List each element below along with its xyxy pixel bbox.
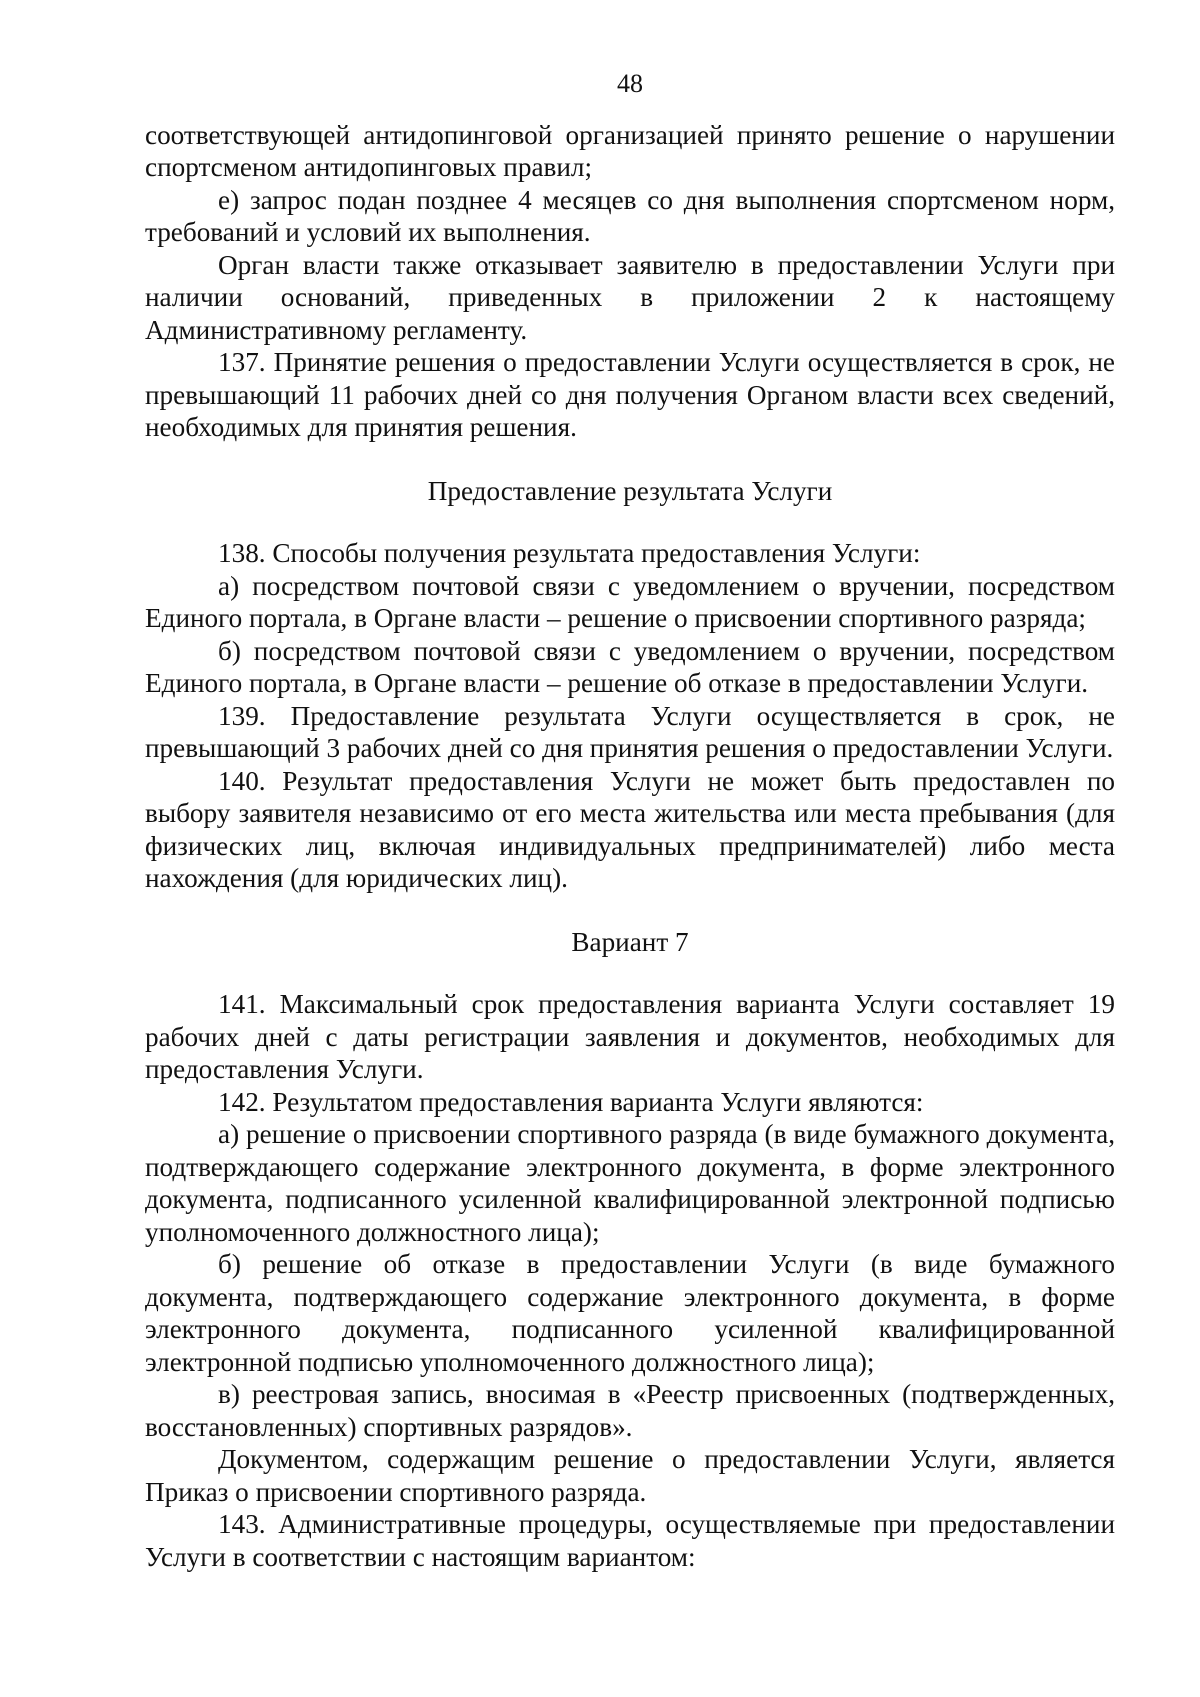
paragraph-142-a: а) решение о присвоении спортивного разряда (в виде бумажного документа, подтверждающего содержание электронного документа, в форме электронного документа, подписанного усиленной квалифицированной электронной подписью уполномоченного должностного лица); — [145, 1119, 1115, 1247]
paragraph-138-a: а) посредством почтовой связи с уведомлением о вручении, посредством Единого портала, в Органе власти – решение о присвоении спортивного разряда; — [145, 570, 1115, 633]
page-number: 48 — [617, 69, 643, 98]
paragraph-continuation: соответствующей антидопинговой организацией принято решение о нарушении спортсменом антидопинговых правил; — [145, 119, 1115, 182]
paragraph-decision-document: Документом, содержащим решение о предоставлении Услуги, является Приказ о присвоении спортивного разряда. — [145, 1444, 1115, 1507]
paragraph-137: 137. Принятие решения о предоставлении Услуги осуществляется в срок, не превышающий 11 рабочих дней со дня получения Органом власти всех сведений, необходимых для принятия решения. — [145, 347, 1115, 442]
paragraph-141: 141. Максимальный срок предоставления варианта Услуги составляет 19 рабочих дней с даты регистрации заявления и документов, необходимых для предоставления Услуги. — [145, 989, 1115, 1084]
paragraph-138: 138. Способы получения результата предоставления Услуги: — [218, 538, 921, 568]
paragraph-142-b: б) решение об отказе в предоставлении Услуги (в виде бумажного документа, подтверждающего содержание электронного документа, в форме электронного документа, подписанного усиленной квалифицированной электронной подписью уполномоченного должностного лица); — [145, 1249, 1115, 1377]
section-heading-result: Предоставление результата Услуги — [427, 475, 833, 506]
paragraph-143: 143. Административные процедуры, осуществляемые при предоставлении Услуги в соответствии с настоящим вариантом: — [145, 1509, 1115, 1572]
paragraph-142-v: в) реестровая запись, вносимая в «Реестр присвоенных (подтвержденных, восстановленных) спортивных разрядов». — [145, 1379, 1115, 1442]
paragraph-142: 142. Результатом предоставления варианта Услуги являются: — [218, 1086, 924, 1117]
paragraph-140: 140. Результат предоставления Услуги не может быть предоставлен по выбору заявителя независимо от его места жительства или места пребывания (для физических лиц, включая индивидуальных предпринимателей) либо места нахождения (для юридических лиц). — [145, 765, 1115, 893]
paragraph-138-b: б) посредством почтовой связи с уведомлением о вручении, посредством Единого портала, в Органе власти – решение об отказе в предоставлении Услуги. — [145, 635, 1115, 698]
section-heading-variant-7: Вариант 7 — [571, 926, 689, 957]
paragraph-139: 139. Предоставление результата Услуги осуществляется в срок, не превышающий 3 рабочих дней со дня принятия решения о предоставлении Услуги. — [145, 700, 1115, 763]
paragraph-refusal-grounds: Орган власти также отказывает заявителю в предоставлении Услуги при наличии оснований, приведенных в приложении 2 к настоящему Административному регламенту. — [145, 249, 1115, 345]
paragraph-item-e: е) запрос подан позднее 4 месяцев со дня выполнения спортсменом норм, требований и условий их выполнения. — [145, 184, 1115, 247]
